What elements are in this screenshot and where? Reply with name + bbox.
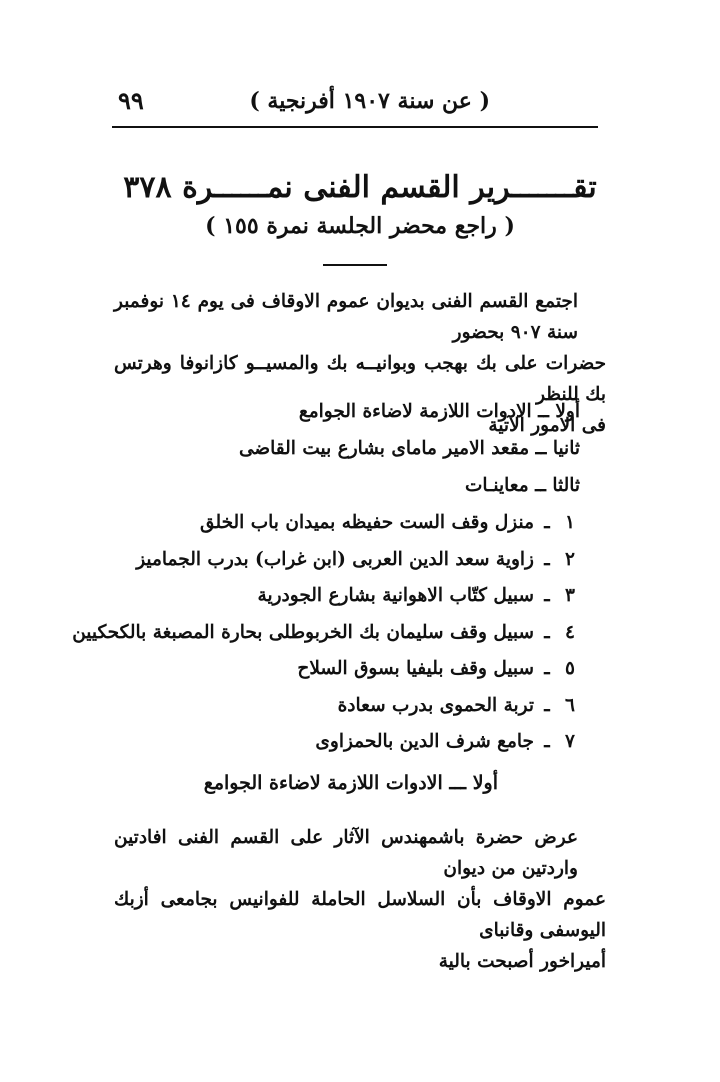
agenda-item: ثالثا ــ معاينـات [464,475,580,496]
site-number: ١ [565,512,575,533]
site-item: ٥ـسبيل وقف بليفيا بسوق السلاح [72,651,580,688]
agenda-list [239,393,580,504]
site-text: منزل وقف الست حفيظه بميدان باب الخلق [200,512,534,533]
site-item: ١ـمنزل وقف الست حفيظه بميدان باب الخلق [72,505,580,542]
site-number: ٦ [565,694,575,716]
site-item: ٤ـسبيل وقف سليمان بك الخربوطلى بحارة المصبغة بالكحكيين [72,615,580,652]
agenda-item: أولا ــ الادوات اللازمة لاضاءة الجوامع [298,401,580,422]
inspection-sites-list [72,505,580,761]
site-item: ٧ـجامع شرف الدين بالحمزاوى [72,724,580,761]
report-title: تقـــــــرير القسم الفنى نمــــــرة ٣٧٨ [123,170,597,205]
intro-line-1: اجتمع القسم الفنى بديوان عموم الاوقاف فى يوم ١٤ نوفمبر سنة ٩٠٧ بحضور [114,291,578,343]
header-rule [112,126,598,128]
title-divider [323,264,387,266]
intro-line-2: حضرات على بك بهجب وبوانيــه بك والمسيــو كازانوفا وهرتس بك للنظر [114,353,606,405]
site-item: ٦ـتربة الحموى بدرب سعادة [72,688,580,725]
site-text: سبيل وقف سليمان بك الخربوطلى بحارة المصبغة بالكحكيين [72,621,534,643]
body-line-1: عرض حضرة باشمهندس الآثار على القسم الفنى افادتين واردتين من ديوان [114,827,578,879]
site-text: زاوية سعد الدين العربى (ابن غراب) بدرب الجماميز [136,548,534,570]
site-item: ٢ـزاوية سعد الدين العربى (ابن غراب) بدرب الجماميز [72,542,580,579]
body-line-2: عموم الاوقاف بأن السلاسل الحاملة للفوانيس بجامعى أزبك اليوسفى وقانباى [114,889,606,941]
site-number: ٥ [565,658,575,679]
body-line-3: أميراخور أصبحت بالية [438,951,606,972]
site-number: ٧ [565,731,575,752]
site-number: ٣ [565,585,575,606]
site-text: تربة الحموى بدرب سعادة [337,694,534,716]
site-text: سبيل كتّاب الاهوانية بشارع الجودرية [257,585,534,606]
agenda-item: ثانيا ــ مقعد الامير ماماى بشارع بيت القاضى [238,438,580,459]
site-number: ٤ [565,621,575,643]
report-subtitle: ( راجع محضر الجلسة نمرة ١٥٥ ) [205,213,515,239]
site-text: سبيل وقف بليفيا بسوق السلاح [297,658,534,679]
site-item: ٣ـسبيل كتّاب الاهوانية بشارع الجودرية [72,578,580,615]
site-text: جامع شرف الدين بالحمزاوى [315,731,534,752]
site-number: ٢ [565,548,575,570]
header-title: ( عن سنة ١٩٠٧ أفرنجية ) [249,88,490,114]
running-header [110,82,610,122]
page-number: ٩٩ [118,86,144,115]
body-paragraph [114,822,606,977]
section-heading: أولا ـــ الادوات اللازمة لاضاءة الجوامع [203,772,498,794]
intro-line-3: فى الامور الآتية [488,415,606,436]
